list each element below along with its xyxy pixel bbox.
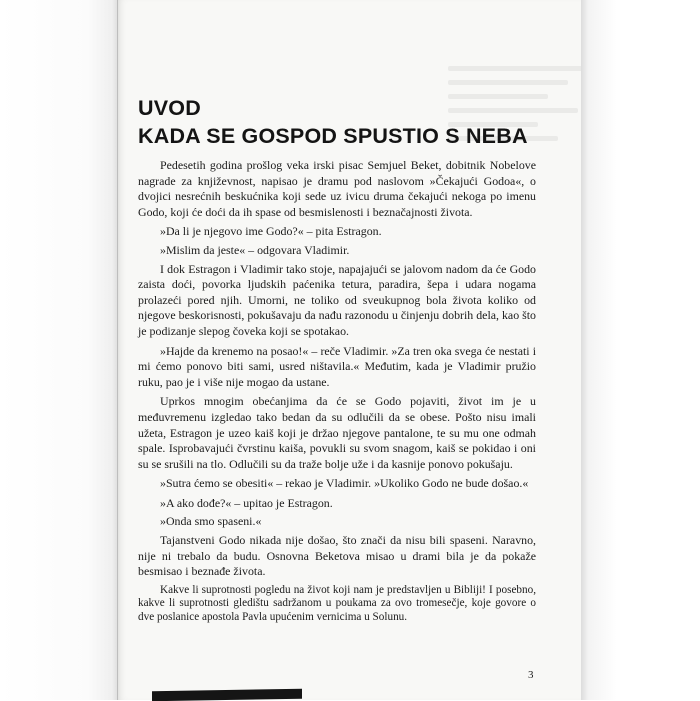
scan-margin-left [0,0,118,700]
page-number: 3 [528,669,534,681]
paragraph: »Da li je njegovo ime Godo?« – pita Estragon. [160,224,382,239]
paragraph: Tajanstveni Godo nikada nije došao, što znači da nisu bili spaseni. Naravno, nije ni trebalo da budu. Osnovna Beketova misao u drami bila je da pokaže besmisao i beznađe života. [138,533,536,579]
heading-line-1: UVOD [138,96,201,120]
paragraph: »Hajde da krenemo na posao!« – reče Vladimir. »Za tren oka svega će nestati i mi ćemo ponovo biti sami, usred ništavila.« Međutim, kada je Vladimir pružio ruku, pao je i više nije mogao da ustane. [138,343,536,389]
paragraph: Kakve li suprotnosti pogledu na život koji nam je predstavljen u Bibliji! I posebno, kakve li suprotnosti gledištu sadržanom u poukama za ovo tromesečje, koje govore o dve poslanice apostola Pavla upućenim vernicima u Solunu. [138,583,536,623]
paragraph: I dok Estragon i Vladimir tako stoje, napajajući se jalovom nadom da će Godo zaista doći, povorka ljudskih paćenika tetura, paradira, šepa i udara nogama prolazeći pored njih. Umorni, ne toliko od sveukupnog bola života koliko od njegove beskorisnosti, pokušavaju da nađu razonodu u činjenju dobrih dela, kao što je podizanje slepog čoveka koji se spotakao. [138,261,536,338]
paragraph: »Onda smo spaseni.« [160,514,262,529]
paragraph: »Sutra ćemo se obesiti« – rekao je Vladimir. »Ukoliko Godo ne bude došao.« [160,476,529,491]
paragraph: »Mislim da jeste« – odgovara Vladimir. [160,242,350,257]
paragraph: »A ako dođe?« – upitao je Estragon. [160,495,333,510]
body-text [138,158,536,628]
heading-line-2: KADA SE GOSPOD SPUSTIO S NEBA [138,124,528,148]
paragraph: Uprkos mnogim obećanjima da će se Godo pojaviti, život im je u međuvremenu izgledao tako bedan da su odlučili da se obese. Pošto nisu imali užeta, Estragon je uzeo kaiš koji je držao njegove pantalone, te su mu one odmah spale. Isprobavajući čvrstinu kaiša, povukli su svom snagom, kaiš se pokidao i oni su se srušili na tlo. Odlučili su da traže bolje uže i da kasnije ponovo pokušaju. [138,394,536,471]
scan-margin-right [581,0,700,700]
paragraph: Pedesetih godina prošlog veka irski pisac Semjuel Beket, dobitnik Nobelove nagrade za književnost, napisao je dramu pod naslovom »Čekajući Godoa«, o dvojici nesrećnih beskućnika koji sede uz ivicu druma čekajući nekoga po imenu Godo, koji će doći da ih spase od besmislenosti i beznačajnosti života. [138,158,536,219]
chapter-heading [138,94,558,150]
